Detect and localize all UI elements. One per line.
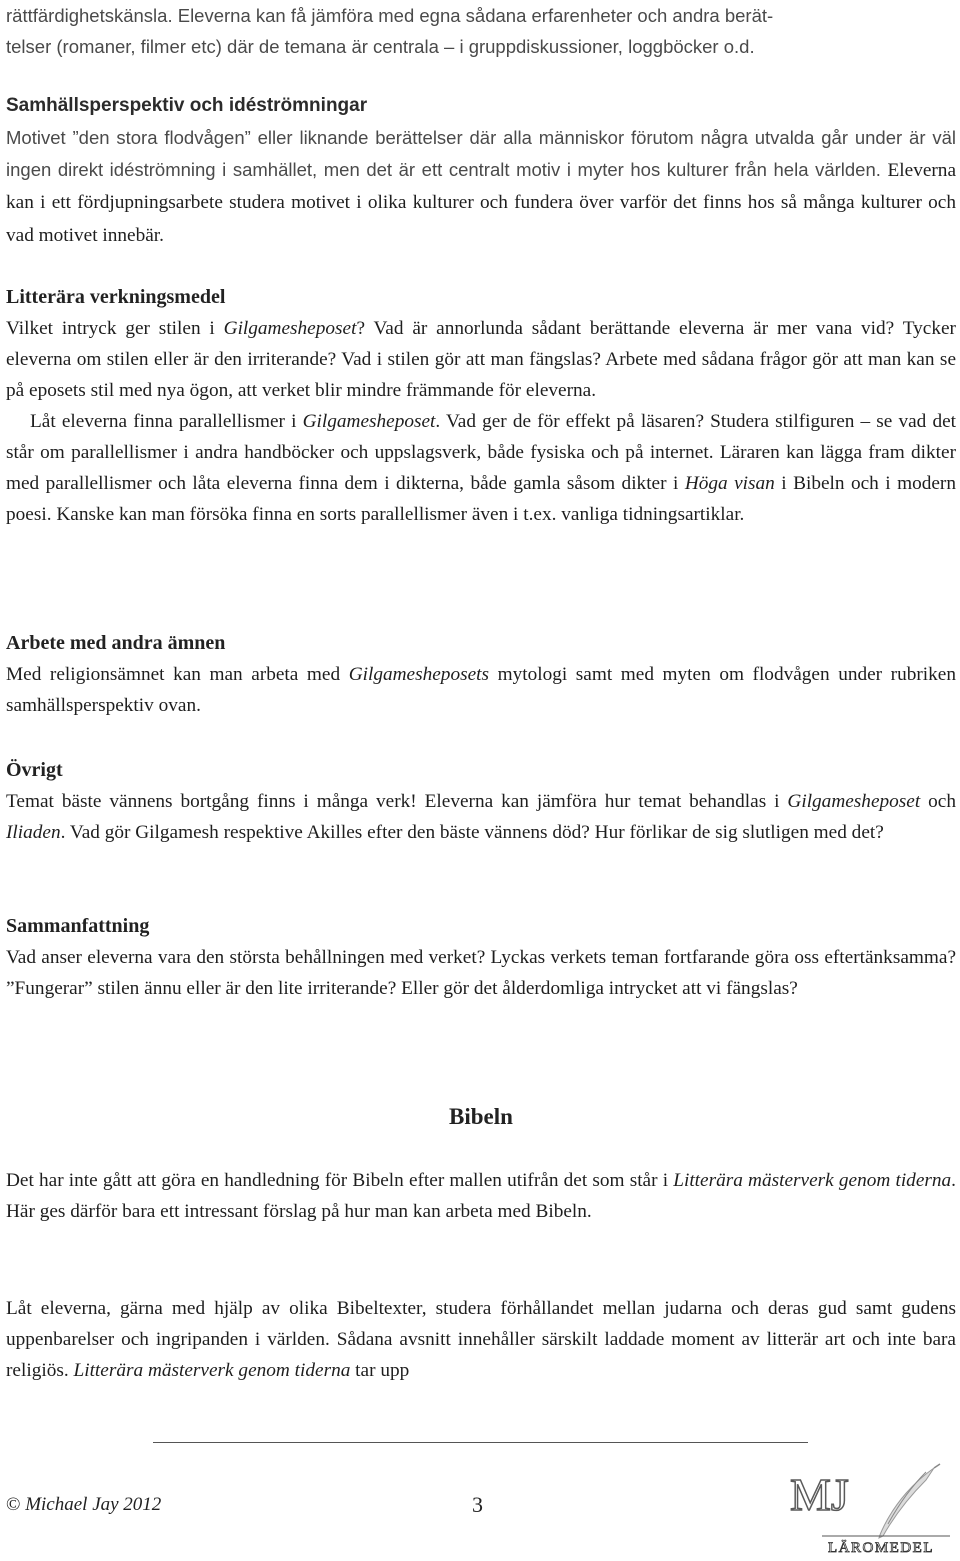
quill-logo-icon: [784, 1462, 954, 1556]
iliaden-title: Iliaden: [6, 822, 61, 843]
arbete-text-a: Med religionsämnet kan man arbeta med: [6, 664, 349, 685]
mj-laromedel-logo: [784, 1462, 954, 1556]
gilgamesheposet-title-2: Gilgamesheposet: [302, 411, 436, 432]
section-bibeln-2: [6, 1293, 956, 1386]
gilgameshe-posets-title: Gilgamesheposets: [348, 664, 490, 685]
samhallsperspektiv-heading: Samhällsperspektiv och idéströmningar: [6, 95, 368, 116]
ovrigt-text-a: Temat bäste vännens bortgång finns i många verk! Eleverna kan jämföra hur temat behandlas i: [6, 791, 788, 812]
arbete-text-b: mytologi samt med myten om flodvågen under rubriken samhällsperspektiv ovan.: [6, 664, 956, 716]
gilgamesheposet-title: Gilgamesheposet: [223, 318, 357, 339]
footer-divider: [153, 1442, 808, 1443]
hoga-visan-title: Höga visan: [684, 473, 775, 494]
samhallsperspektiv-paragraph: [6, 122, 956, 251]
intro-paragraph: [6, 0, 956, 62]
litterara-paragraph-2: [6, 406, 956, 530]
section-litterara-verkningsmedel: [6, 281, 956, 530]
bibeln-p1-text-a: Det har inte gått att göra en handledning för Bibeln efter mallen utifrån det som står i: [6, 1170, 674, 1191]
copyright-notice: [6, 1494, 161, 1516]
logo-initials: MJ: [790, 1469, 849, 1520]
section-bibeln: [6, 1165, 956, 1227]
sammanfattning-heading: Sammanfattning: [6, 915, 150, 937]
section-arbete-med-andra-amnen: [6, 627, 956, 721]
intro-line-2: telser (romaner, filmer etc) där de temana är centrala – i gruppdiskussioner, loggböcker o.d.: [6, 36, 755, 57]
litterara-masterverk-title-2: Litterära mästerverk genom tiderna: [73, 1360, 351, 1381]
litterara-p2-text-c: i Bibeln och i modern poesi. Kanske kan man försöka finna en sorts parallellismer även i t.ex. vanliga tidningsartiklar.: [6, 473, 956, 525]
arbete-heading: Arbete med andra ämnen: [6, 632, 226, 654]
litterara-p2-text-a: Låt eleverna finna parallellismer i: [30, 411, 303, 432]
ovrigt-heading: Övrigt: [6, 759, 63, 781]
ovrigt-text-b: och: [920, 791, 956, 812]
bibeln-p2-text-a: Låt eleverna, gärna med hjälp av olika Bibeltexter, studera förhållandet mellan judarna och deras gud samt gudens uppenbarelser och ingripanden i världen. Sådana avsnitt innehåller särskilt laddade moment av litterär art och inte bara religiös.: [6, 1298, 956, 1381]
litterara-p1-text-a: Vilket intryck ger stilen i: [6, 318, 224, 339]
arbete-paragraph: [6, 659, 956, 721]
page-number: 3: [472, 1492, 483, 1517]
litterara-heading: Litterära verkningsmedel: [6, 286, 226, 308]
ovrigt-text-c: . Vad gör Gilgamesh respektive Akilles efter den bäste vännens död? Hur förlikar de sig slutligen med det?: [60, 822, 884, 843]
litterara-masterverk-title: Litterära mästerverk genom tiderna: [673, 1170, 952, 1191]
section-ovrigt: [6, 754, 956, 848]
bibeln-paragraph-1: [6, 1165, 956, 1227]
copyright-text: Michael Jay 2012: [25, 1494, 162, 1515]
litterara-p2-text-b: . Vad ger de för effekt på läsaren? Studera stilfiguren – se vad det står om parallellismer i andra handböcker och uppslagsverk, både fysiska och på internet. Läraren kan lägga fram dikter med parallellismer och låta eleverna finna dem i dikterna, både gamla såsom dikter i: [6, 411, 956, 494]
samhallsperspektiv-text: Motivet ”den stora flodvågen” eller liknande berättelser där alla människor förutom några utvalda går under är väl ingen direkt idéströmning i samhället, men det är ett centralt motiv i myter hos kulturer från hela världen.: [6, 127, 956, 180]
sammanfattning-paragraph: Vad anser eleverna vara den största behållningen med verket? Lyckas verkets teman fortfarande göra oss eftertänksamma? ”Fungerar” stilen ännu eller är den lite irriterande? Eller gör det ålderdomliga intrycket att vi fängslas?: [6, 947, 956, 999]
litterara-p1-text-b: ? Vad är annorlunda sådant berättande eleverna är mer vana vid? Tycker eleverna om stilen eller är den irriterande? Vad i stilen gör att man fängslas? Arbete med sådana frågor gör att man kan se på eposets stil med nya ögon, att verket blir mindre främmande för eleverna.: [6, 318, 956, 401]
section-sammanfattning: [6, 910, 956, 1004]
bibeln-p1-text-b: . Här ges därför bara ett intressant förslag på hur man kan arbeta med Bibeln.: [6, 1170, 956, 1222]
bibeln-p2-text-b: tar upp: [350, 1360, 410, 1381]
bibeln-title: Bibeln: [449, 1104, 513, 1129]
copyright-symbol: ©: [6, 1494, 21, 1515]
intro-line-1: rättfärdighetskänsla. Eleverna kan få jämföra med egna sådana erfarenheter och andra berät-: [6, 5, 774, 26]
ovrigt-paragraph: [6, 786, 956, 848]
bibeln-paragraph-2: [6, 1293, 956, 1386]
gilgamesheposet-title-3: Gilgamesheposet: [787, 791, 921, 812]
logo-wordmark: LÄROMEDEL: [828, 1540, 934, 1556]
litterara-paragraph-1: [6, 313, 956, 406]
samhallsperspektiv-text-2: Eleverna kan i ett fördjupningsarbete studera motivet i olika kulturer och fundera över varför det finns hos så många kulturer och vad motivet innebär.: [6, 159, 957, 246]
section-samhallsperspektiv: [6, 90, 956, 251]
